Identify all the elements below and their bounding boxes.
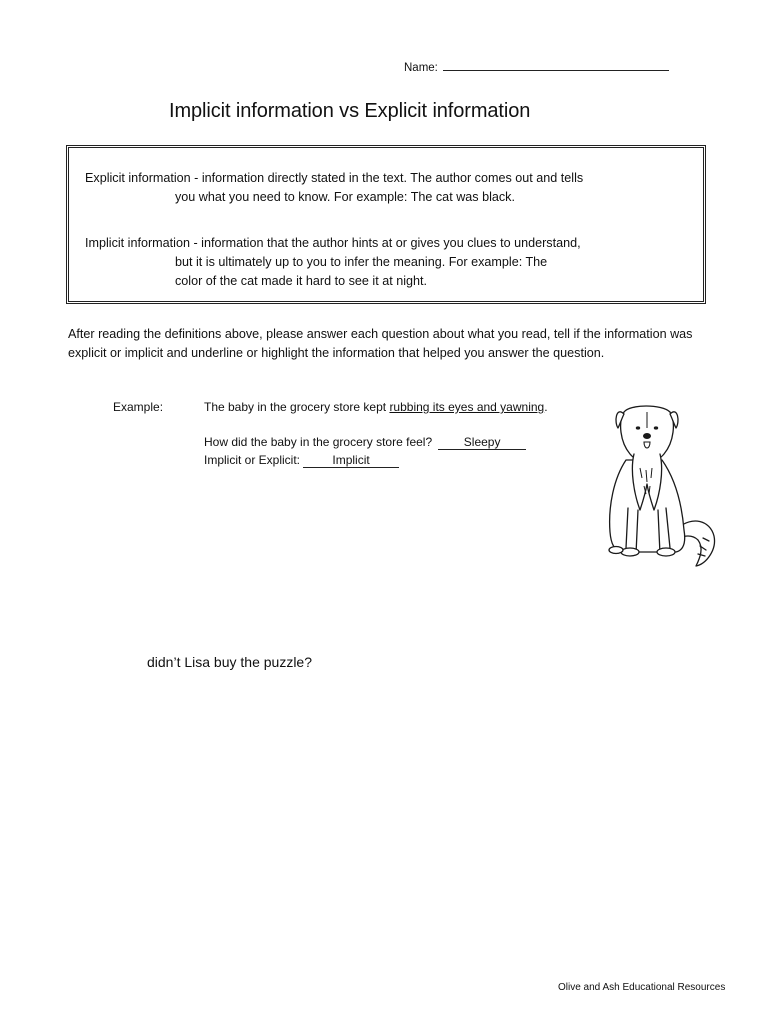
dog-nose xyxy=(643,433,651,439)
example-sentence-start: The baby in the grocery store kept xyxy=(204,400,390,414)
example-sentence xyxy=(204,400,548,414)
page-title: Implicit information vs Explicit information xyxy=(169,100,531,122)
question-text: didn’t Lisa buy the puzzle? xyxy=(147,654,312,670)
implicit-definition-line-2: but it is ultimately up to you to infer the meaning. For example: The xyxy=(175,255,548,269)
definitions-box xyxy=(66,145,706,304)
example-evidence-underlined: rubbing its eyes and yawning xyxy=(389,400,545,414)
name-field[interactable] xyxy=(404,60,669,74)
example-sentence-end: . xyxy=(544,400,548,414)
example-type-question xyxy=(204,453,399,468)
name-label: Name: xyxy=(404,62,438,74)
example-type-label: Implicit or Explicit: xyxy=(204,453,301,467)
example-answer-field[interactable]: Sleepy xyxy=(438,435,526,450)
dog-eye-right xyxy=(654,426,658,429)
explicit-definition-line-1: Explicit information - information directly stated in the text. The author comes out and tells xyxy=(85,171,584,185)
implicit-definition xyxy=(85,234,581,291)
dog-eye-left xyxy=(636,426,640,429)
dog-illustration xyxy=(600,398,718,570)
footer-credit: Olive and Ash Educational Resources xyxy=(558,982,726,993)
implicit-definition-line-1: Implicit information - information that the author hints at or gives you clues to understand, xyxy=(85,236,581,250)
explicit-definition-line-2: you what you need to know. For example: The cat was black. xyxy=(175,190,515,204)
example-type-answer-field[interactable]: Implicit xyxy=(303,453,399,468)
explicit-definition xyxy=(85,169,583,207)
dog-tongue xyxy=(644,442,650,448)
example-label: Example: xyxy=(113,400,164,414)
implicit-definition-line-3: color of the cat made it hard to see it at night. xyxy=(175,274,428,288)
name-blank-line[interactable] xyxy=(443,60,669,71)
instructions-text: After reading the definitions above, please answer each question about what you read, tell if the information was explicit or implicit and underline or highlight the information that helped you answer the question. xyxy=(68,327,693,360)
example-question xyxy=(204,435,526,450)
example-question-text: How did the baby in the grocery store feel? xyxy=(204,435,433,449)
